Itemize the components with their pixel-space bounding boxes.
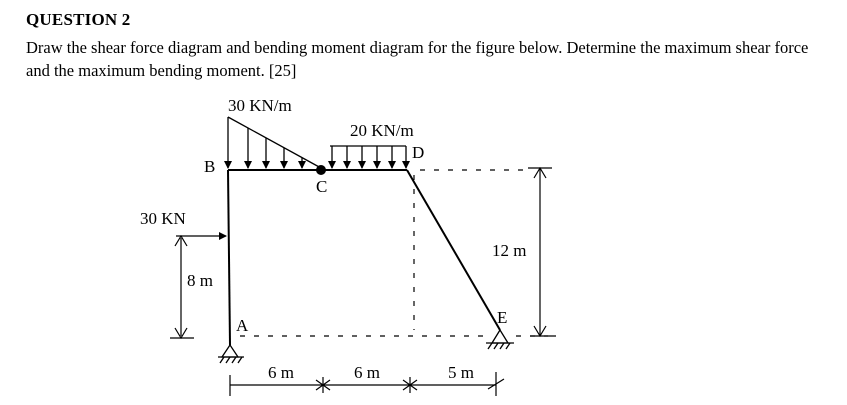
question-heading: QUESTION 2: [26, 10, 131, 29]
label-point-load: 30 KN: [140, 209, 186, 228]
inclined-member-de: [407, 170, 500, 330]
support-a: [218, 345, 244, 363]
label-a: A: [236, 316, 249, 335]
label-height-right: 12 m: [492, 241, 527, 260]
dimension-12m: [528, 168, 556, 336]
label-span-1: 6 m: [268, 363, 294, 382]
uniform-load: [330, 146, 406, 168]
label-uniform-load: 20 KN/m: [350, 121, 414, 140]
label-span-2: 6 m: [354, 363, 380, 382]
label-e: E: [497, 308, 508, 327]
label-height-left: 8 m: [187, 271, 213, 290]
column-ab: [228, 170, 230, 345]
question-text: Draw the shear force diagram and bending moment diagram for the figure below. Determine the maximum shear force and the maximum bending moment. [25]: [26, 38, 809, 80]
label-c: C: [316, 177, 328, 196]
label-b: B: [204, 157, 216, 176]
support-e: [486, 330, 514, 349]
label-span-3: 5 m: [448, 363, 474, 382]
label-triangular-load: 30 KN/m: [228, 96, 292, 115]
triangular-load: [228, 117, 321, 168]
frame-members: [228, 170, 500, 345]
label-d: D: [412, 143, 425, 162]
